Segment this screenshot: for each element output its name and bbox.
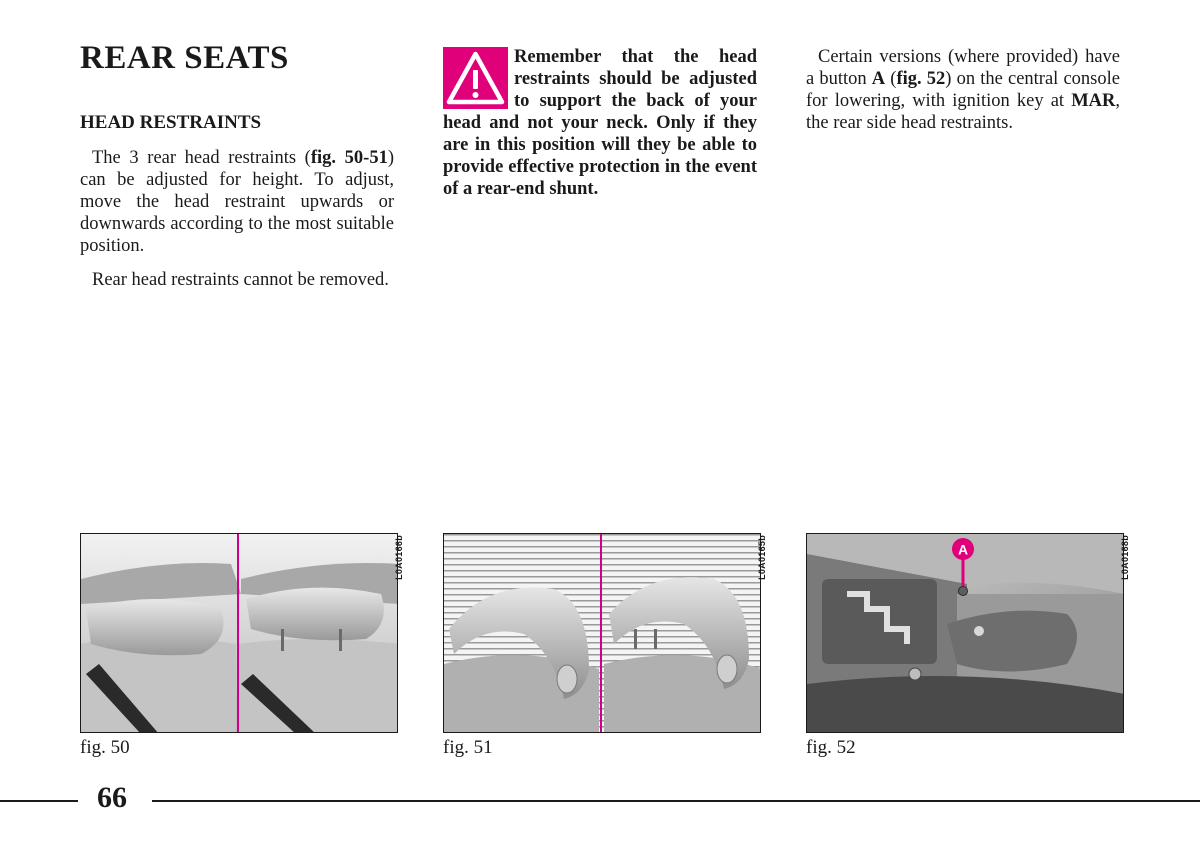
console-button-paragraph: [806, 46, 1120, 134]
figure-reference: fig. 50-51: [310, 148, 388, 168]
head-restraints-paragraph: [80, 147, 394, 257]
right-text-b: (: [885, 69, 897, 89]
figure-51-photo: [443, 533, 761, 733]
figure-52-code: L0A0168b: [1120, 535, 1130, 580]
marker-a-label: A: [957, 541, 969, 558]
figure-50-photo: [80, 533, 398, 733]
key-position: MAR: [1071, 91, 1116, 111]
figure-51-code: L0A0165b: [757, 535, 767, 580]
para1-text-b: ) can be adjusted for height. To adjust, move the head restraint upwards or downwards according to the most suitable position.: [80, 148, 394, 256]
figure-52-photo: [806, 533, 1124, 733]
right-text-c: ) on the central console for lowering, with ignition key at: [806, 69, 1120, 111]
figure-50-code: L0A0166b: [394, 535, 404, 580]
figure-51-caption: fig. 51: [443, 737, 493, 758]
section-heading: HEAD RESTRAINTS: [80, 112, 262, 133]
figure-reference-52: fig. 52: [896, 69, 946, 89]
figure-50-caption: fig. 50: [80, 737, 130, 758]
right-text-a: Certain versions (where provided) have a button: [806, 47, 1120, 89]
removal-paragraph: Rear head restraints cannot be removed.: [92, 270, 389, 290]
para1-text-a: The 3 rear head restraints (: [92, 148, 311, 168]
right-text-d: , the rear side head restraints.: [806, 91, 1120, 133]
figure-52-caption: fig. 52: [806, 737, 856, 758]
warning-block: [443, 46, 757, 200]
footer-rule-right: [152, 800, 1200, 802]
warning-triangle-icon: [443, 47, 508, 109]
button-letter: A: [871, 69, 886, 89]
footer-rule-left: [0, 800, 78, 802]
page-title: REAR SEATS: [80, 40, 289, 76]
warning-text: Remember that the head restraints should be adjusted to support the back of your head and not your neck. Only if they are in this position will they be able to provide effective protection in the event of a rear-end shunt.: [443, 47, 757, 199]
page-number: 66: [97, 781, 127, 814]
